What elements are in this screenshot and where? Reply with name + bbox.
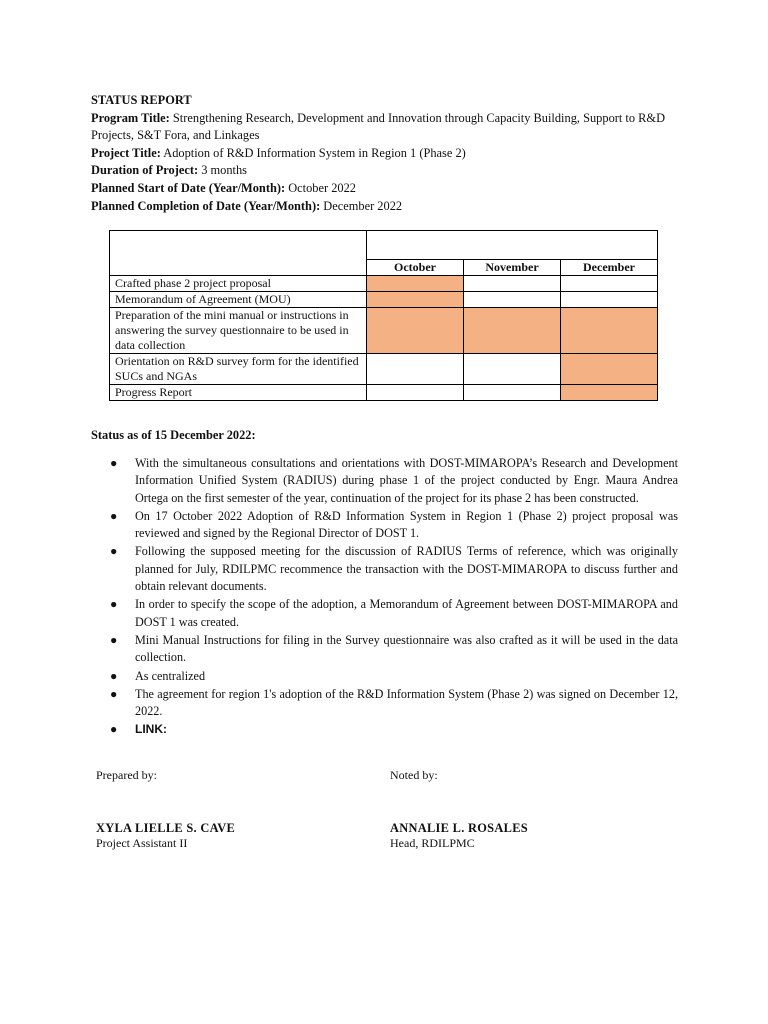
prepared-by-name: XYLA LIELLE S. CAVE (96, 821, 236, 835)
bullet-dot-icon: ● (110, 722, 118, 737)
bullet-text: Mini Manual Instructions for filing in the Survey questionnaire was also crafted as it will be used in the data collection. (135, 632, 678, 665)
schedule-task-label: Progress Report (110, 385, 367, 401)
bullet-text: In order to specify the scope of the adoption, a Memorandum of Agreement between DOST-MIMAROPA and DOST 1 was created. (135, 597, 678, 629)
project-title-label: Project Title: (91, 145, 161, 160)
schedule-cell-active (464, 308, 561, 354)
schedule-task-label: Preparation of the mini manual or instructions in answering the survey questionnaire to be used in data collection (110, 308, 367, 354)
noted-by-position: Head, RDILPMC (390, 836, 475, 850)
status-heading: Status as of 15 December 2022: (91, 428, 256, 442)
status-bullet-item (108, 455, 678, 507)
status-bullet-item (108, 668, 678, 685)
bullet-dot-icon: ● (110, 597, 118, 612)
bullet-text: Following the supposed meeting for the discussion of RADIUS Terms of reference, which was originally planned for July, RDILPMC recommence the transaction with the DOST-MIMAROPA to discuss further and obtain relevant documents. (135, 544, 678, 594)
month-header: October (367, 260, 464, 276)
schedule-cell-empty (464, 292, 561, 308)
status-bullet-item (108, 632, 678, 667)
schedule-cell-empty (464, 276, 561, 292)
planned-start-value: October 2022 (285, 180, 356, 195)
bullet-text: With the simultaneous consultations and orientations with DOST-MIMAROPA’s Research and Development Information Unified System (RADIUS) during phase 1 of the project conducted by Engr. Maura Andrea Ortega on the first semester of the year, continuation of the project for its phase 2 has been constructed. (135, 456, 678, 505)
bullet-dot-icon: ● (110, 544, 118, 559)
prepared-by-label: Prepared by: (96, 768, 157, 782)
schedule-cell-active (561, 354, 658, 385)
status-bullet-item (108, 543, 678, 595)
planned-completion-label: Planned Completion of Date (Year/Month): (91, 198, 321, 213)
bullet-dot-icon: ● (110, 456, 118, 470)
schedule-task-label: Orientation on R&D survey form for the identified SUCs and NGAs (110, 354, 367, 385)
schedule-body (110, 276, 658, 401)
schedule-table (109, 230, 658, 401)
duration-value: 3 months (198, 163, 248, 178)
status-bullet-item (108, 508, 678, 543)
duration-line (91, 162, 691, 180)
bullet-text: The agreement for region 1's adoption of the R&D Information System (Phase 2) was signed on December 12, 2022. (135, 686, 678, 719)
report-header (91, 92, 691, 215)
schedule-cell-active (367, 292, 464, 308)
project-title-line (91, 145, 691, 163)
bullet-dot-icon: ● (110, 508, 118, 523)
bullet-text: LINK: (135, 722, 167, 737)
program-title-line (91, 110, 691, 128)
noted-by-label: Noted by: (390, 768, 438, 782)
schedule-cell-active (561, 308, 658, 354)
planned-start-label: Planned Start of Date (Year/Month): (91, 180, 286, 195)
report-title: STATUS REPORT (91, 93, 192, 107)
schedule-task-label: Crafted phase 2 project proposal (110, 276, 367, 292)
schedule-cell-active (367, 276, 464, 292)
schedule-row (110, 354, 658, 385)
schedule-cell-empty (367, 385, 464, 401)
schedule-cell-empty (367, 354, 464, 385)
schedule-cell-empty (561, 276, 658, 292)
planned-completion-line (91, 198, 691, 216)
planned-completion-value: December 2022 (320, 198, 403, 213)
schedule-cell-empty (464, 354, 561, 385)
schedule-cell-empty (464, 385, 561, 401)
bullet-dot-icon: ● (110, 632, 118, 647)
status-bullet-item (108, 596, 678, 631)
planned-start-line (91, 180, 691, 198)
program-title-continued: Projects, S&T Fora, and Linkages (91, 128, 260, 143)
project-title-value: Adoption of R&D Information System in Region 1 (Phase 2) (160, 145, 466, 160)
month-header: December (561, 260, 658, 276)
schedule-row (110, 385, 658, 401)
schedule-cell-active (561, 385, 658, 401)
status-bullet-item (108, 686, 678, 721)
schedule-blank-row (110, 231, 658, 260)
bullet-text: As centralized (135, 668, 206, 683)
bullet-dot-icon: ● (110, 686, 118, 701)
month-header: November (464, 260, 561, 276)
status-bullet-list (108, 455, 678, 740)
schedule-cell-empty (561, 292, 658, 308)
duration-label: Duration of Project: (91, 163, 199, 178)
schedule-row (110, 276, 658, 292)
schedule-top-cell (367, 231, 658, 260)
prepared-by-signature (96, 821, 235, 851)
noted-by-signature (390, 821, 528, 851)
schedule-row (110, 292, 658, 308)
program-title-label: Program Title: (91, 110, 170, 125)
schedule-row (110, 308, 658, 354)
noted-by-name: ANNALIE L. ROSALES (390, 821, 528, 835)
schedule-cell-active (367, 308, 464, 354)
program-title-value: Strengthening Research, Development and Innovation through Capacity Building, Support to R&D (169, 110, 666, 125)
bullet-text: On 17 October 2022 Adoption of R&D Information System in Region 1 (Phase 2) project proposal was reviewed and signed by the Regional Director of DOST 1. (135, 508, 678, 541)
schedule-task-label: Memorandum of Agreement (MOU) (110, 292, 367, 308)
bullet-dot-icon: ● (110, 668, 118, 683)
schedule-corner-cell (110, 231, 367, 276)
status-bullet-item (108, 721, 678, 738)
prepared-by-position: Project Assistant II (96, 836, 188, 850)
